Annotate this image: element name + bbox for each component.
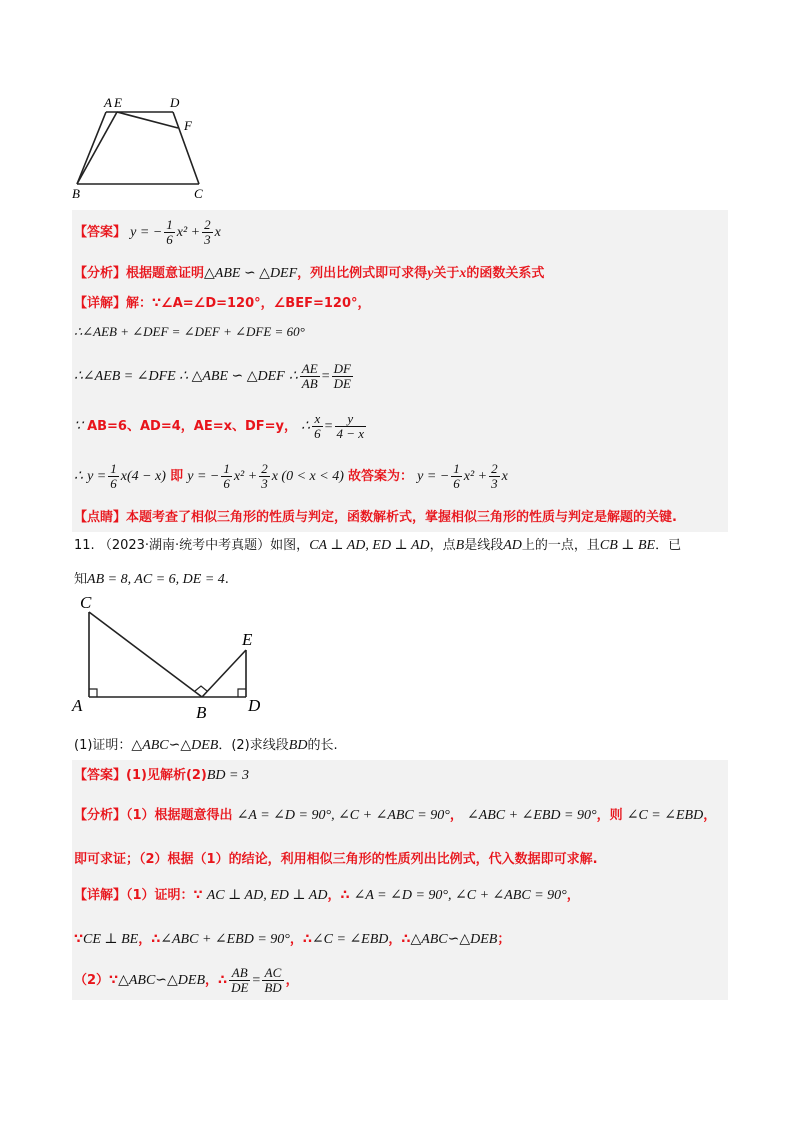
q10-detail-1: 【详解】解：∵∠A=∠D=120°，∠BEF=120°， (74, 296, 371, 311)
q11-analysis-1: 【分析】（1）根据题意得出 ∠A = ∠D = 90°, ∠C + ∠ABC = 90°， ∠ABC + ∠EBD = 90°，则 ∠C = ∠EBD， (74, 808, 717, 823)
q10-detail-3: ∴∠AEB = ∠DFE ∴ △ABE ∽ △DEF ∴ $\frac{AE}{AB}$ = $\frac{DF}{DE}$ (74, 361, 351, 391)
label-A: A (104, 95, 112, 110)
q11-questions: (1)证明：△ABC∽△DEB．(2)求线段BD的长. (74, 738, 338, 753)
q10-analysis: 【分析】根据题意证明△ABE ∽ △DEF，列出比例式即可求得y关于x的函数关系式 (74, 266, 545, 281)
right-triangles-figure (68, 590, 278, 725)
q11-detail-1: 【详解】（1）证明：∵ AC ⊥ AD, ED ⊥ AD，∴ ∠A = ∠D = 90°, ∠C + ∠ABC = 90°， (74, 888, 580, 903)
label-B: B (196, 703, 207, 722)
q11-stem-line1: 11. （2023·湖南·统考中考真题）如图，CA ⊥ AD, ED ⊥ AD，点B是线段AD上的一点，且CB ⊥ BE．已 (74, 538, 682, 553)
q11-detail-2: ∵CE ⊥ BE，∴∠ABC + ∠EBD = 90°，∴∠C = ∠EBD，∴△ABC∽△DEB； (74, 932, 511, 947)
label-E: E (242, 630, 253, 649)
label-C: C (80, 593, 92, 612)
label-F: F (184, 118, 192, 133)
label-B: B (72, 186, 80, 201)
q11-analysis-2: 即可求证；（2）根据（1）的结论，利用相似三角形的性质列出比例式，代入数据即可求解. (74, 852, 598, 867)
label-D: D (170, 95, 180, 110)
q11-detail-3: （2）∵△ABC∽△DEB，∴ $\frac{AB}{DE}$ = $\frac{AC}{BD}$ ， (74, 965, 299, 995)
q10-comment: 【点睛】本题考查了相似三角形的性质与判定，函数解析式，掌握相似三角形的性质与判定是解题的关键. (74, 510, 677, 525)
label-D: D (248, 696, 261, 715)
q11-stem-line2: 知AB = 8, AC = 6, DE = 4. (74, 572, 229, 587)
q10-detail-4: ∵ AB=6、AD=4，AE=x、DF=y， ∴ $\frac{x}{6}$ = $\frac{y}{4 - x}$ (74, 411, 365, 441)
q10-detail-2: ∴∠AEB + ∠DEF = ∠DEF + ∠DFE = 60° (74, 324, 305, 339)
q10-answer: 【答案】 y = − $\frac{1}{6}$ x² + $\frac{2}{3}$ x (74, 217, 221, 247)
q11-solution-block (72, 760, 728, 1000)
trapezoid-figure (68, 92, 218, 202)
label-E: E (114, 95, 122, 110)
q10-detail-5: ∴ y = $\frac{1}{6}$ x(4 − x) 即 y = − $\frac{1}{6}$ x² + $\frac{2}{3}$ x (0 < x < 4) 故答案为： y = − $\frac{1}{6}$ x² + $\frac{2}{3}$ x (74, 461, 508, 491)
label-A: A (72, 696, 83, 715)
label-C: C (194, 186, 203, 201)
q11-answer: 【答案】(1)见解析(2)BD = 3 (74, 768, 249, 783)
